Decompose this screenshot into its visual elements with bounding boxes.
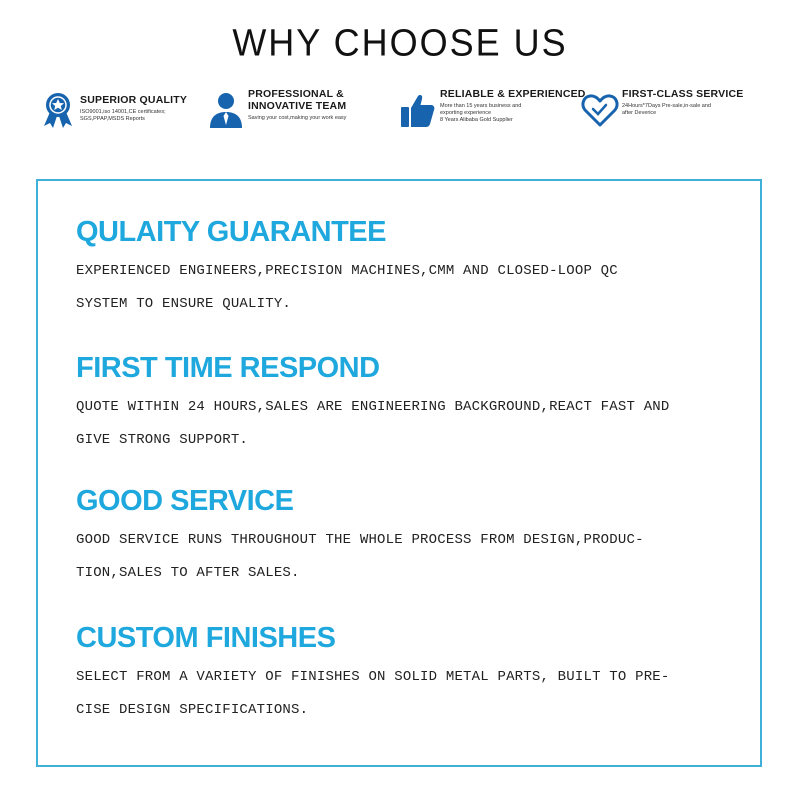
section-body: GOOD SERVICE RUNS THROUGHOUT THE WHOLE PROCESS FROM DESIGN,PRODUC- TION,SALES TO AFTER SALES.: [76, 532, 644, 581]
section-body: SELECT FROM A VARIETY OF FINISHES ON SOLID METAL PARTS, BUILT TO PRE- CISE DESIGN SPECIFICATIONS.: [76, 669, 670, 718]
feature-subtext: ISO9001,iso 14001,CE certificates; SGS,PPAP,MSDS Reports: [80, 109, 166, 122]
feature-heading: RELIABLE & EXPERIENCED: [440, 88, 586, 100]
person-icon: [206, 90, 246, 130]
section-custom-finishes: [76, 621, 736, 727]
section-quality-guarantee: [76, 215, 736, 321]
feature-subtext: 24Hours*7Days Pre-sale,in-sale and after Deverice: [622, 103, 711, 116]
thumbs-up-icon: [398, 90, 438, 130]
section-heading: CUSTOM FINISHES: [76, 622, 336, 654]
heart-icon: [580, 90, 620, 130]
feature-subtext: More than 15 years business and exporting experience 8 Years Alibaba Gold Supplier: [440, 103, 522, 123]
content-panel: [36, 179, 762, 767]
section-heading: GOOD SERVICE: [76, 485, 294, 517]
feature-subtext: Saving your cost,making your work easy: [248, 115, 347, 121]
section-first-time-respond: [76, 351, 736, 457]
section-heading: QULAITY GUARANTEE: [76, 216, 386, 248]
feature-heading: PROFESSIONAL & INNOVATIVE TEAM: [248, 88, 347, 112]
award-ribbon-icon: [38, 90, 78, 130]
section-body: QUOTE WITHIN 24 HOURS,SALES ARE ENGINEERING BACKGROUND,REACT FAST AND GIVE STRONG SUPPORT.: [76, 399, 670, 448]
feature-heading: SUPERIOR QUALITY: [80, 94, 188, 106]
feature-heading: FIRST-CLASS SERVICE: [622, 88, 744, 100]
features-row: [38, 88, 768, 148]
section-good-service: [76, 484, 736, 590]
section-body: EXPERIENCED ENGINEERS,PRECISION MACHINES,CMM AND CLOSED-LOOP QC SYSTEM TO ENSURE QUALITY.: [76, 263, 618, 312]
section-heading: FIRST TIME RESPOND: [76, 352, 380, 384]
page-title: WHY CHOOSE US: [232, 20, 568, 64]
